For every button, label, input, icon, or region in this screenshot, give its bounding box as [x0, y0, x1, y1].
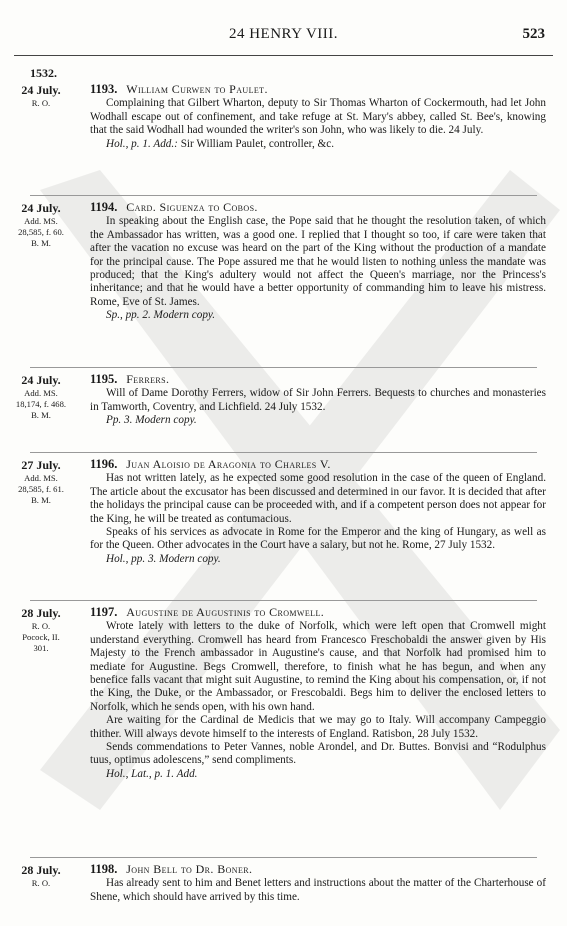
running-head: 24 HENRY VIII. [228, 26, 339, 42]
entry-margin [0, 83, 82, 108]
entry-margin [0, 458, 82, 506]
entry-title: William Curwen to Paulet. [126, 82, 268, 96]
entry-title: Card. Siguenza to Cobos. [126, 200, 258, 214]
entry-source: Hol., Lat., p. 1. Add. [106, 767, 198, 780]
entry-ref: 301. [33, 643, 49, 654]
entry-heading [90, 83, 546, 97]
entry-paragraph: Will of Dame Dorothy Ferrers, widow of Sir John Ferrers. Bequests to churches and monasteries in Tamworth, Coventry, and Lichfield. 24 July 1532. [90, 387, 546, 413]
entry-ref: 18,174, f. 468. [15, 399, 67, 410]
entry-date: 24 July. [21, 373, 61, 387]
entry-date: 24 July. [21, 83, 61, 97]
entry-paragraph: Sends commendations to Peter Vannes, noble Arondel, and Dr. Buttes. Bonvisi and “Rodulphus tuus, optimus adolescens,” send compliments. [90, 741, 546, 767]
entry-content [90, 458, 546, 566]
entry-date: 28 July. [21, 606, 61, 620]
entry-source [90, 138, 546, 151]
entry-number: 1193. [90, 82, 118, 96]
entry-ref: Add. MS. [24, 388, 58, 398]
entry-ref: 28,585, f. 60. [18, 227, 64, 238]
entry-date: 28 July. [21, 863, 61, 877]
entry-paragraph: Has already sent to him and Benet letters and instructions about the matter of the Charterhouse of Shene, which should have arrived by this time. [90, 877, 546, 903]
entry-ref: Add. MS. [24, 216, 58, 226]
entry-margin [0, 606, 82, 654]
entry-heading [90, 201, 546, 215]
entry-content [90, 373, 546, 428]
entry-ref: B. M. [31, 495, 51, 506]
entry-paragraph: In speaking about the English case, the Pope said that he thought the resolution taken, of which the Ambassador has written, was a good one. I replied that I thought so too, if care were taken that after the vacation no excuse was heard on the part of the King without the production of a mandate for the principal cause. The Pope assured me that he would listen to nothing unless the mandate was produced; that the King's adultery would not affect the Queen's marriage, nor the Princess's inheritance; and that he would have a better opportunity of commanding him to leave his mistress. Rome, Eve of St. James. [90, 215, 546, 308]
entry-title: Juan Aloisio de Aragonia to Charles V. [126, 457, 331, 471]
entry-margin [0, 373, 82, 421]
entry-number: 1198. [90, 862, 118, 876]
entry-heading [90, 373, 546, 387]
page-number: 523 [522, 26, 545, 42]
entry-number: 1197. [90, 605, 118, 619]
entry-separator [30, 857, 537, 858]
entry-source: Pp. 3. Modern copy. [106, 414, 197, 427]
source-text: Sir William Paulet, controller, &c. [177, 137, 335, 150]
entry-heading [90, 458, 546, 472]
entry-ref: R. O. [31, 878, 51, 888]
entry-source: Hol., pp. 3. Modern copy. [106, 552, 221, 565]
source-add-label: Add.: [153, 137, 178, 150]
entry-content [90, 201, 546, 323]
entry-title: Augustine de Augustinis to Cromwell. [126, 605, 325, 619]
page-header [0, 0, 567, 52]
entry-ref: R. O. [31, 621, 51, 631]
entry-number: 1196. [90, 457, 118, 471]
entry-date: 24 July. [21, 201, 61, 215]
entry-separator [30, 452, 537, 453]
entry-paragraph: Are waiting for the Cardinal de Medicis that we may go to Italy. Will accompany Campeggio thither. Will always devote himself to the interests of England. Ratisbon, 28 July 1532. [90, 714, 546, 740]
header-rule [14, 55, 553, 56]
entry-content [90, 606, 546, 781]
entry-margin [0, 863, 82, 888]
entry-margin [0, 201, 82, 249]
entry-ref: B. M. [31, 410, 51, 421]
entry-ref: B. M. [31, 238, 51, 249]
entry-paragraph: Speaks of his services as advocate in Rome for the Emperor and the king of Hungary, as well as for the Queen. Other advocates in the Court have a salary, but not he. Rome, 27 July 1532. [90, 526, 546, 552]
entry-separator [30, 600, 537, 601]
entry-separator [30, 367, 537, 368]
entry-heading [90, 863, 546, 877]
entry-content [90, 863, 546, 904]
entry-content [90, 83, 546, 151]
entry-ref: Add. MS. [24, 473, 58, 483]
entry-paragraph: Wrote lately with letters to the duke of Norfolk, which were left open that Cromwell might understand everything. Cromwell has heard from Francesco Freschobaldi the answer given by His Majesty to the French ambassador in Augustine's cause, and that Norfolk had promised him to mediate for Augustine. Begs Cromwell, therefore, to finish what he has begun, and when any benefice falls vacant that might suit Augustine, to remind the King about his compensation, or, if not the King, the Duke, or the Ambassador, or Frescobaldi. Begs him to deliver the enclosed letters to Norfolk, which he sends open, with his own hand. [90, 620, 546, 713]
entry-title: John Bell to Dr. Boner. [126, 862, 253, 876]
entry-source: Sp., pp. 2. Modern copy. [106, 309, 216, 322]
entry-heading [90, 606, 546, 620]
entry-paragraph: Has not written lately, as he expected some good resolution in the case of the queen of England. The article about the excusator has been discussed and determined in our favor. It is decided that after the holidays the principal cause can be proceeded with, and if a competent person does not appear for the King, he will be treated as contumacious. [90, 472, 546, 525]
entry-paragraph: Complaining that Gilbert Wharton, deputy to Sir Thomas Wharton of Cockermouth, had let John Wodhall escape out of confinement, and take refuge at St. Mary's abbey, called St. Bee's, knowing that the said Wodhall had wounded the writer's son John, who was likely to die. 24 July. [90, 97, 546, 137]
entry-ref: Pocock, II. [22, 632, 60, 643]
entry-separator [30, 195, 537, 196]
entry-ref: 28,585, f. 61. [18, 484, 64, 495]
entry-number: 1194. [90, 200, 118, 214]
source-italic: Hol., p. 1. [106, 137, 151, 150]
entry-date: 27 July. [21, 458, 61, 472]
entry-ref: R. O. [31, 98, 51, 108]
entry-title: Ferrers. [126, 372, 170, 386]
entry-number: 1195. [90, 372, 118, 386]
year-heading: 1532. [30, 66, 57, 80]
